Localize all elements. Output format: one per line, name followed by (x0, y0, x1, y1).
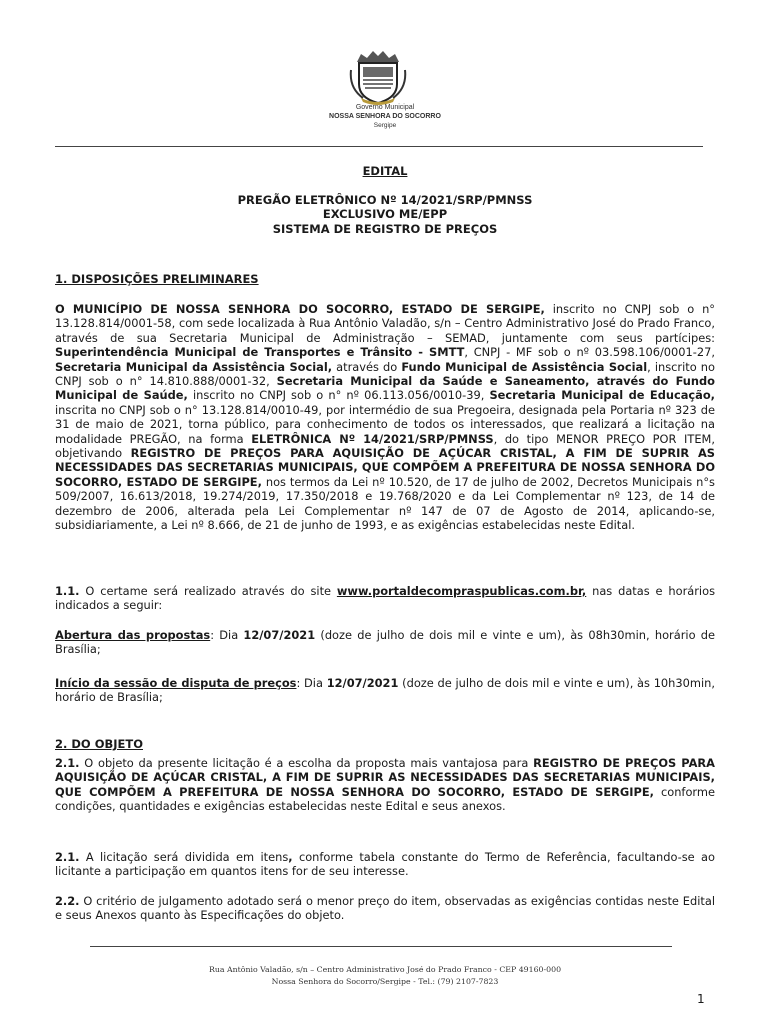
text-bold: Secretaria Municipal da Assistência Social, (55, 359, 333, 374)
section-1-heading: 1. DISPOSIÇÕES PRELIMINARES (55, 272, 259, 286)
text-bold: ELETRÔNICA Nº 14/2021/SRP/PMNSS (251, 431, 494, 446)
inicio-disputa (55, 676, 715, 705)
clause-2-1-itens (55, 850, 715, 879)
text: O certame será realizado através do site (79, 584, 337, 598)
text: : Dia (296, 676, 327, 690)
text: : Dia (210, 628, 244, 642)
text: inscrito no CNPJ sob o n° 13.128.814/0001-58, com sede localizada à Rua Antônio Valadão, s/n – Centro Administrativo José do Prado Franco, através de sua Secretaria Municipal de Administração – SEMAD, juntamente com seus partícipes: (55, 302, 715, 345)
text: , inscrito no CNPJ sob o n° 14.810.888/0001-32, (55, 359, 715, 389)
footer-divider (90, 946, 672, 947)
text: O critério de julgamento adotado será o menor preço do item, observadas as exigências contidas neste Edital e seus Anexos quanto às Especificações do objeto. (55, 894, 715, 923)
title-line-2: EXCLUSIVO ME/EPP (322, 207, 448, 221)
page-number: 1 (697, 992, 705, 1006)
section-1-paragraph (55, 302, 715, 533)
clause-2-1 (55, 756, 715, 814)
text: O objeto da presente licitação é a escolha da proposta mais vantajosa para (79, 756, 534, 770)
clause-1-1 (55, 584, 715, 613)
clause-number: 2.1. (55, 850, 80, 864)
inicio-label: Início da sessão de disputa de preços (55, 676, 297, 690)
text: conforme condições, quantidades e exigências estabelecidas neste Edital e seus anexos. (55, 784, 715, 814)
text-bold: Secretaria Municipal da Saúde e Saneamento, através do Fundo Municipal de Saúde, (55, 374, 716, 403)
gov-line-2: NOSSA SENHORA DO SOCORRO (329, 113, 441, 120)
text-bold: Secretaria Municipal de Educação, (489, 388, 716, 403)
text: (doze de julho de dois mil e vinte e um), às 08h30min, horário de Brasília; (55, 628, 715, 657)
abertura-label: Abertura das propostas (55, 628, 211, 642)
text-bold: REGISTRO DE PREÇOS PARA AQUISIÇÃO DE AÇÚCAR CRISTAL, A FIM DE SUPRIR AS NECESSIDADES DAS SECRETARIAS MUNICIPAIS, QUE COMPÕEM A PREFEITURA DE NOSSA SENHORA DO SOCORRO, ESTADO DE SERGIPE, (55, 756, 715, 799)
inicio-date: 12/07/2021 (326, 676, 399, 690)
text: , CNPJ - MF sob o nº 03.598.106/0001-27, (464, 345, 715, 360)
text: nos termos da Lei nº 10.520, de 17 de julho de 2002, Decretos Municipais n°s 509/2007, 16.613/2018, 19.274/2019, 17.350/2018 e 19.768/2020 e da Lei Complementar nº 123, de 14 de dezembro de 2006, alterada pela Lei Complementar nº 147 de 07 de Agosto de 2014, aplicando-se, subsidiariamente, a Lei nº 8.666, de 21 de junho de 1993, e as exigências estabelecidas neste Edital. (55, 474, 715, 533)
footer-address: Rua Antônio Valadão, s/n – Centro Administrativo José do Prado Franco - CEP 49160-000 (208, 965, 562, 974)
header-divider (55, 146, 703, 147)
text: conforme tabela constante do Termo de Referência, facultando-se ao licitante a participação em quantos itens for de seu interesse. (55, 850, 715, 879)
title-line-1: PREGÃO ELETRÔNICO Nº 14/2021/SRP/PMNSS (237, 193, 533, 207)
text: (doze de julho de dois mil e vinte e um), às 10h30min, horário de Brasília; (55, 676, 715, 705)
clause-2-2 (55, 894, 715, 923)
text: nas datas e horários indicados a seguir: (55, 584, 716, 613)
section-2-heading: 2. DO OBJETO (55, 737, 143, 751)
gov-line-1: Governo Municipal (355, 104, 415, 111)
clause-number: 2.1. (55, 756, 80, 770)
text-bold: Superintendência Municipal de Transportes e Trânsito - SMTT (55, 345, 465, 360)
text-bold: Fundo Municipal de Assistência Social (401, 359, 648, 374)
text: inscrita no CNPJ sob o n° 13.128.814/0010-49, por intermédio de sua Pregoeira, designada pela Portaria nº 323 de 31 de maio de 2021, torna público, para conhecimento de todos os interessados, que realizará a licitação na modalidade PREGÃO, na forma (55, 402, 715, 446)
portal-link[interactable]: www.portaldecompraspublicas.com.br, (336, 584, 587, 598)
text: , do tipo MENOR PREÇO POR ITEM, objetivando (55, 431, 715, 461)
text: inscrito no CNPJ sob o n° nº 06.113.056/0010-39, (187, 388, 490, 403)
abertura-propostas (55, 628, 715, 657)
clause-number: 2.2. (55, 894, 80, 908)
abertura-date: 12/07/2021 (243, 628, 316, 642)
footer-contact: Nossa Senhora do Socorro/Sergipe - Tel.: (79) 2107-7823 (271, 977, 499, 986)
document-title: EDITAL (362, 164, 408, 178)
municipal-coat-of-arms-logo (347, 48, 409, 106)
text: A licitação será dividida em itens (79, 850, 289, 864)
text: através do (332, 359, 402, 374)
gov-line-3: Sergipe (373, 122, 397, 129)
title-line-3: SISTEMA DE REGISTRO DE PREÇOS (272, 222, 498, 236)
text-bold: REGISTRO DE PREÇOS PARA AQUISIÇÃO DE AÇÚCAR CRISTAL, A FIM DE SUPRIR AS NECESSIDADES DAS SECRETARIAS MUNICIPAIS, QUE COMPÕEM A PREFEITURA DE NOSSA SENHORA DO SOCORRO, ESTADO DE SERGIPE, (55, 446, 716, 489)
clause-number: 1.1. (55, 584, 80, 598)
text-bold: , (288, 850, 293, 864)
text-bold: O MUNICÍPIO DE NOSSA SENHORA DO SOCORRO, ESTADO DE SERGIPE, (55, 302, 545, 316)
